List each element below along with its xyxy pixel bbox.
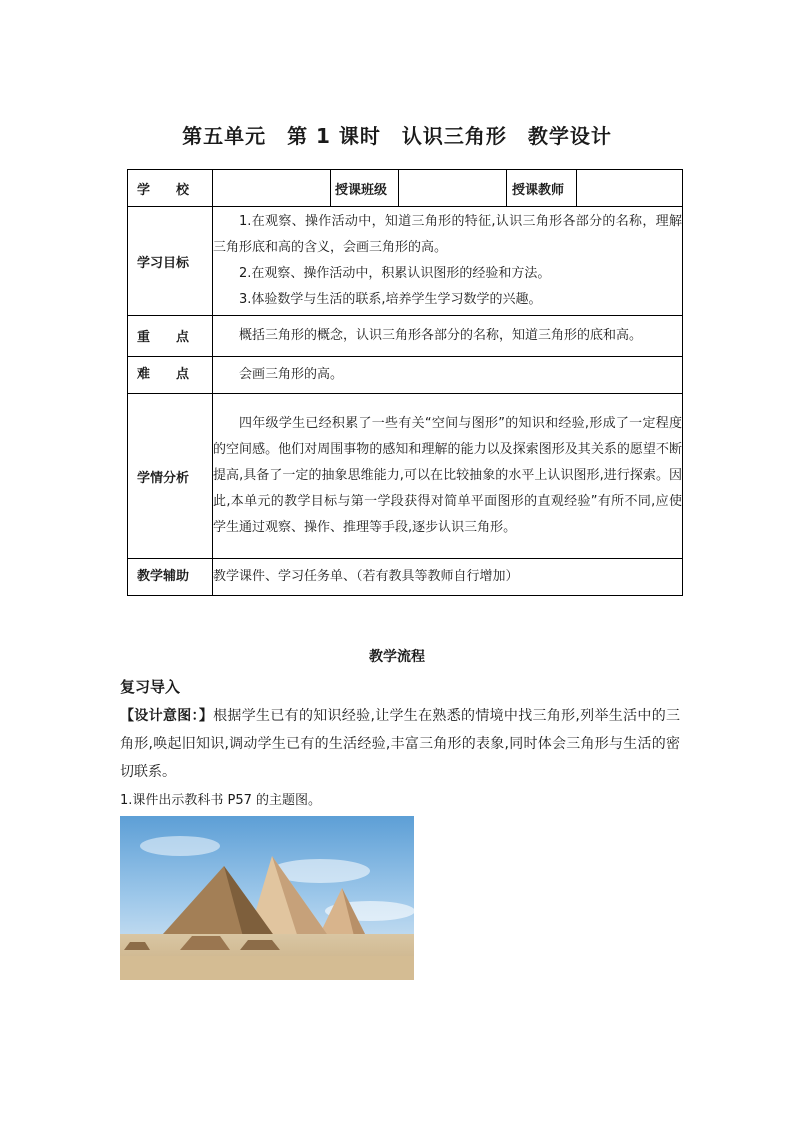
table-row bbox=[128, 357, 683, 394]
goals-label: 学习目标 bbox=[128, 207, 213, 316]
teacher-label: 授课教师 bbox=[507, 170, 577, 207]
goal-item: 1.在观察、操作活动中，知道三角形的特征,认识三角形各部分的名称，理解三角形底和高的含义，会画三角形的高。 bbox=[213, 214, 682, 255]
table-row bbox=[128, 559, 683, 596]
design-intent-tag: 【设计意图：】 bbox=[120, 708, 214, 724]
aids-label: 教学辅助 bbox=[128, 559, 213, 596]
difficult-text: 会画三角形的高。 bbox=[213, 357, 683, 394]
class-value bbox=[399, 170, 507, 207]
table-row bbox=[128, 394, 683, 559]
difficult-label: 难 点 bbox=[128, 357, 213, 394]
step-item: 1.课件出示教科书 P57 的主题图。 bbox=[120, 793, 322, 808]
table-row bbox=[128, 170, 683, 207]
document-title: 第五单元 第 1 课时 认识三角形 教学设计 bbox=[182, 124, 612, 148]
class-label: 授课班级 bbox=[331, 170, 399, 207]
teacher-value bbox=[577, 170, 683, 207]
pyramids-photo bbox=[120, 816, 414, 980]
table-row bbox=[128, 316, 683, 357]
key-text: 概括三角形的概念，认识三角形各部分的名称，知道三角形的底和高。 bbox=[213, 316, 683, 357]
design-intent-paragraph bbox=[120, 702, 680, 786]
design-intent-text: 根据学生已有的知识经验,让学生在熟悉的情境中找三角形,列举生活中的三角形,唤起旧知识,调动学生已有的生活经验,丰富三角形的表象,同时体会三角形与生活的密切联系。 bbox=[120, 708, 681, 780]
analysis-label: 学情分析 bbox=[128, 394, 213, 559]
review-subheading: 复习导入 bbox=[120, 678, 181, 696]
goal-item: 3.体验数学与生活的联系,培养学生学习数学的兴趣。 bbox=[239, 292, 542, 307]
key-label: 重 点 bbox=[128, 316, 213, 357]
goal-item: 2.在观察、操作活动中，积累认识图形的经验和方法。 bbox=[239, 266, 551, 281]
aids-text: 教学课件、学习任务单、（若有教具等教师自行增加） bbox=[213, 559, 683, 596]
table-row bbox=[128, 207, 683, 316]
goals-cell bbox=[213, 207, 683, 316]
flow-heading: 教学流程 bbox=[369, 649, 425, 665]
lesson-info-table bbox=[127, 169, 683, 596]
analysis-text: 四年级学生已经积累了一些有关“空间与图形”的知识和经验,形成了一定程度的空间感。他们对周围事物的感知和理解的能力以及探索图形及其关系的愿望不断提高,具备了一定的抽象思维能力,可以在比较抽象的水平上认识图形,进行探索。因此,本单元的教学目标与第一学段获得对简单平面图形的直观经验”有所不同,应使学生通过观察、操作、推理等手段,逐步认识三角形。 bbox=[213, 394, 683, 559]
school-label: 学 校 bbox=[128, 170, 213, 207]
school-value bbox=[213, 170, 331, 207]
